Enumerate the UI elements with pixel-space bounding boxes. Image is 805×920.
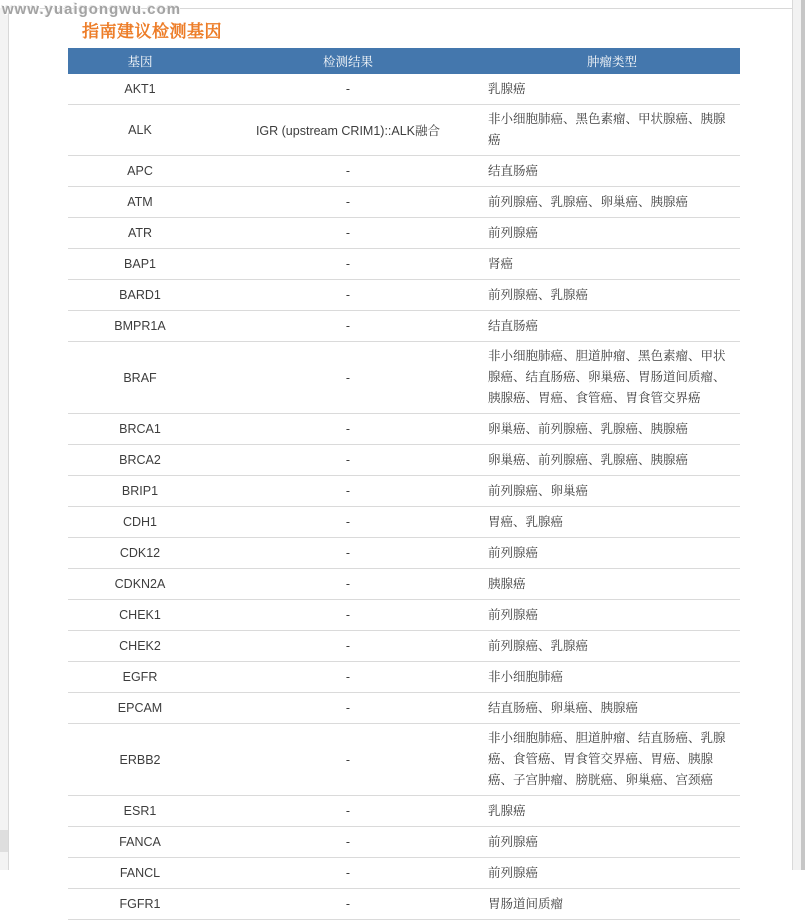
- gene-cell: ATM: [127, 195, 153, 209]
- tumor-cell: 前列腺癌、乳腺癌: [488, 287, 589, 302]
- tumor-cell: 卵巢癌、前列腺癌、乳腺癌、胰腺癌: [488, 421, 689, 436]
- table-row: [68, 662, 740, 693]
- gene-cell: APC: [127, 164, 153, 178]
- table-row: [68, 218, 740, 249]
- tumor-cell: 前列腺癌: [488, 834, 539, 849]
- table-row: [68, 538, 740, 569]
- result-cell: -: [345, 752, 351, 767]
- result-cell: -: [345, 319, 351, 333]
- result-cell: -: [345, 453, 351, 467]
- gene-cell: EGFR: [122, 670, 158, 684]
- gene-cell: BARD1: [119, 288, 161, 302]
- gene-cell: BMPR1A: [114, 319, 166, 333]
- table-body: [68, 74, 740, 920]
- tumor-cell: 非小细胞肺癌、胆道肿瘤、黑色素瘤、甲状腺癌、结直肠癌、卵巢癌、胃肠道间质瘤、胰腺癌、胃癌、食管癌、胃食管交界癌: [488, 349, 726, 405]
- page-title: 指南建议检测基因: [82, 22, 222, 41]
- gene-table: [68, 48, 740, 920]
- table-header-row: [68, 48, 740, 74]
- result-cell: -: [345, 226, 351, 240]
- scrollbar-thumb[interactable]: [801, 0, 805, 870]
- table-row: [68, 414, 740, 445]
- gene-cell: ESR1: [123, 804, 157, 818]
- table-row: [68, 631, 740, 662]
- result-cell: -: [345, 866, 351, 880]
- gene-cell: BAP1: [124, 257, 156, 271]
- result-cell: -: [345, 670, 351, 684]
- gene-cell: ERBB2: [119, 752, 161, 767]
- table-row: [68, 569, 740, 600]
- tumor-cell: 胰腺癌: [488, 576, 526, 591]
- result-cell: -: [345, 515, 351, 529]
- tumor-cell: 结直肠癌、卵巢癌、胰腺癌: [488, 700, 639, 715]
- tumor-cell: 乳腺癌: [488, 803, 526, 818]
- tumor-cell: 前列腺癌: [488, 607, 539, 622]
- table-row: [68, 445, 740, 476]
- gene-cell: FANCL: [119, 866, 161, 880]
- header-result: 检测结果: [322, 55, 373, 69]
- tumor-cell: 前列腺癌: [488, 865, 539, 880]
- tumor-cell: 前列腺癌: [488, 545, 539, 560]
- table-row: [68, 156, 740, 187]
- watermark: www.yuaigongwu.com: [2, 1, 182, 18]
- header-gene: 基因: [127, 55, 153, 69]
- tumor-cell: 胃癌、乳腺癌: [488, 514, 564, 529]
- gene-cell: CDKN2A: [114, 577, 166, 591]
- result-cell: -: [345, 546, 351, 560]
- tumor-cell: 结直肠癌: [488, 163, 539, 178]
- gene-cell: ATR: [127, 226, 153, 240]
- table-row: [68, 507, 740, 538]
- vertical-scrollbar[interactable]: [792, 0, 805, 870]
- result-cell: -: [345, 701, 351, 715]
- gene-cell: BRIP1: [121, 484, 159, 498]
- table-row: [68, 858, 740, 889]
- table-row: [68, 889, 740, 920]
- result-cell: -: [345, 639, 351, 653]
- left-edge-strip: [0, 8, 8, 870]
- result-cell: -: [345, 82, 351, 96]
- result-cell: IGR (upstream CRIM1)::ALK融合: [255, 124, 441, 138]
- gene-cell: FGFR1: [119, 897, 161, 911]
- table-row: [68, 249, 740, 280]
- table-row: [68, 280, 740, 311]
- tumor-cell: 胃肠道间质瘤: [488, 896, 564, 911]
- table-row: [68, 476, 740, 507]
- tumor-cell: 乳腺癌: [488, 81, 526, 96]
- result-cell: -: [345, 897, 351, 911]
- table-row: [68, 600, 740, 631]
- tumor-cell: 卵巢癌、前列腺癌、乳腺癌、胰腺癌: [488, 452, 689, 467]
- result-cell: -: [345, 370, 351, 385]
- frame-left-border: [8, 8, 9, 870]
- tumor-cell: 肾癌: [488, 256, 514, 271]
- result-cell: -: [345, 484, 351, 498]
- result-cell: -: [345, 804, 351, 818]
- gene-cell: CDH1: [122, 515, 158, 529]
- tumor-cell: 非小细胞肺癌、胆道肿瘤、结直肠癌、乳腺癌、食管癌、胃食管交界癌、胃癌、胰腺癌、子宫肿瘤、膀胱癌、卵巢癌、宫颈癌: [488, 731, 726, 787]
- tumor-cell: 结直肠癌: [488, 318, 539, 333]
- left-edge-thumb: [0, 830, 8, 852]
- result-cell: -: [345, 164, 351, 178]
- gene-cell: BRAF: [123, 370, 157, 385]
- table-row: [68, 693, 740, 724]
- table-row: [68, 74, 740, 105]
- gene-cell: FANCA: [119, 835, 161, 849]
- tumor-cell: 前列腺癌、乳腺癌: [488, 638, 589, 653]
- gene-cell: CHEK2: [119, 639, 161, 653]
- result-cell: -: [345, 577, 351, 591]
- gene-cell: CDK12: [119, 546, 161, 560]
- tumor-cell: 非小细胞肺癌: [488, 669, 564, 684]
- gene-cell: AKT1: [124, 82, 156, 96]
- tumor-cell: 前列腺癌、卵巢癌: [488, 483, 589, 498]
- table-row: [68, 105, 740, 156]
- tumor-cell: 非小细胞肺癌、黑色素瘤、甲状腺癌、胰腺癌: [488, 112, 726, 147]
- gene-cell: EPCAM: [117, 701, 163, 715]
- table-row: [68, 311, 740, 342]
- table-row: [68, 187, 740, 218]
- table-row: [68, 796, 740, 827]
- result-cell: -: [345, 195, 351, 209]
- result-cell: -: [345, 422, 351, 436]
- result-cell: -: [345, 288, 351, 302]
- result-cell: -: [345, 835, 351, 849]
- header-tumor: 肿瘤类型: [586, 55, 637, 69]
- gene-cell: ALK: [128, 123, 152, 137]
- tumor-cell: 前列腺癌、乳腺癌、卵巢癌、胰腺癌: [488, 194, 689, 209]
- tumor-cell: 前列腺癌: [488, 225, 539, 240]
- gene-cell: BRCA2: [119, 453, 161, 467]
- gene-cell: BRCA1: [119, 422, 161, 436]
- result-cell: -: [345, 257, 351, 271]
- table-row: [68, 724, 740, 796]
- table-row: [68, 342, 740, 414]
- gene-cell: CHEK1: [119, 608, 161, 622]
- result-cell: -: [345, 608, 351, 622]
- table-row: [68, 827, 740, 858]
